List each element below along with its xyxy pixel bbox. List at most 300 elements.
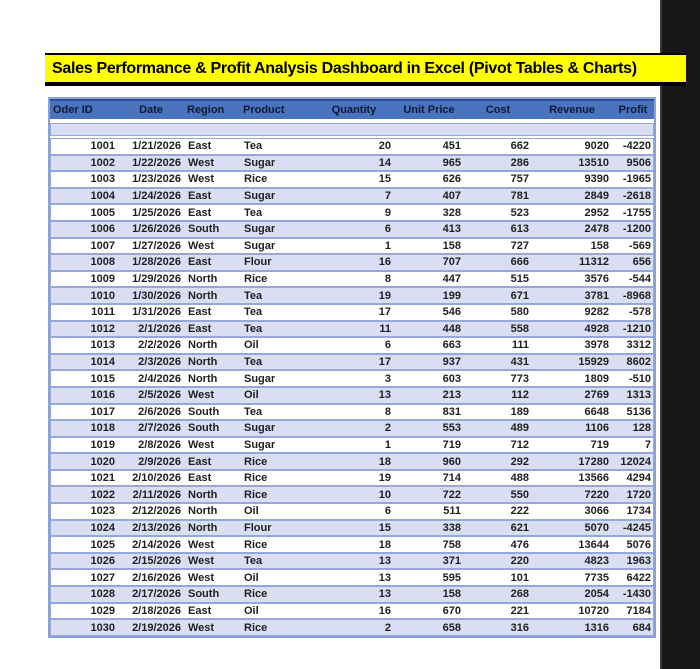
cell-profit[interactable]: 9506 — [626, 156, 651, 169]
cell-quantity[interactable]: 6 — [384, 223, 391, 236]
cell-date[interactable]: 1/21/2026 — [132, 140, 181, 153]
cell-date[interactable]: 1/25/2026 — [132, 206, 181, 219]
cell-revenue[interactable]: 1106 — [585, 422, 609, 435]
cell-cost[interactable]: 431 — [510, 356, 529, 369]
empty-row[interactable] — [50, 123, 654, 136]
cell-date[interactable]: 1/22/2026 — [132, 156, 181, 169]
cell-product[interactable]: Sugar — [244, 190, 276, 203]
cell-revenue[interactable]: 7220 — [584, 488, 609, 501]
cell-region[interactable]: South — [188, 405, 220, 418]
cell-cost[interactable]: 101 — [510, 571, 529, 584]
table-row — [50, 603, 654, 620]
cell-quantity[interactable]: 3 — [384, 372, 391, 385]
cell-oder-id[interactable]: 1007 — [90, 239, 115, 252]
cell-region[interactable]: East — [188, 472, 212, 485]
cell-unit-price[interactable]: 663 — [442, 339, 461, 352]
cell-cost[interactable]: 773 — [510, 372, 529, 385]
cell-profit[interactable]: -510 — [628, 372, 651, 385]
cell-oder-id[interactable]: 1014 — [90, 356, 115, 369]
cell-quantity[interactable]: 20 — [378, 140, 391, 153]
cell-profit[interactable]: 1963 — [626, 555, 651, 568]
cell-cost[interactable]: 220 — [510, 555, 529, 568]
cell-profit[interactable]: -569 — [628, 239, 651, 252]
cell-region[interactable]: West — [188, 538, 215, 551]
cell-quantity[interactable]: 13 — [378, 555, 391, 568]
cell-revenue[interactable]: 17280 — [578, 455, 609, 468]
cell-product[interactable]: Sugar — [244, 372, 276, 385]
cell-revenue[interactable]: 3576 — [584, 273, 609, 286]
cell-region[interactable]: North — [188, 289, 218, 302]
cell-revenue[interactable]: 158 — [590, 239, 609, 252]
cell-cost[interactable]: 222 — [510, 505, 529, 518]
cell-oder-id[interactable]: 1019 — [90, 438, 115, 451]
cell-profit[interactable]: -1210 — [622, 322, 651, 335]
cell-unit-price[interactable]: 158 — [442, 239, 461, 252]
cell-product[interactable]: Rice — [244, 588, 268, 601]
cell-product[interactable]: Oil — [244, 604, 259, 617]
page-title — [45, 53, 686, 86]
column-header-revenue[interactable]: Revenue — [549, 104, 595, 116]
cell-profit[interactable]: 5076 — [626, 538, 651, 551]
cell-date[interactable]: 2/16/2026 — [132, 571, 181, 584]
cell-cost[interactable]: 781 — [510, 190, 529, 203]
cell-region[interactable]: West — [188, 239, 215, 252]
cell-oder-id[interactable]: 1002 — [90, 156, 115, 169]
cell-revenue[interactable]: 2478 — [584, 223, 609, 236]
cell-quantity[interactable]: 13 — [378, 571, 391, 584]
cell-product[interactable]: Tea — [244, 555, 263, 568]
cell-quantity[interactable]: 18 — [378, 455, 391, 468]
cell-revenue[interactable]: 2769 — [584, 389, 609, 402]
cell-revenue[interactable]: 1809 — [584, 372, 609, 385]
cell-oder-id[interactable]: 1027 — [90, 571, 115, 584]
cell-unit-price[interactable]: 960 — [442, 455, 461, 468]
cell-profit[interactable]: 656 — [632, 256, 651, 269]
cell-unit-price[interactable]: 722 — [442, 488, 461, 501]
cell-unit-price[interactable]: 719 — [442, 438, 461, 451]
cell-oder-id[interactable]: 1009 — [90, 273, 115, 286]
cell-unit-price[interactable]: 213 — [442, 389, 461, 402]
cell-region[interactable]: North — [188, 488, 218, 501]
cell-cost[interactable]: 558 — [510, 322, 529, 335]
table-row — [50, 503, 654, 520]
cell-revenue[interactable]: 1316 — [584, 621, 609, 634]
cell-product[interactable]: Oil — [244, 389, 259, 402]
cell-revenue[interactable]: 2054 — [584, 588, 609, 601]
cell-date[interactable]: 2/13/2026 — [132, 521, 181, 534]
cell-date[interactable]: 1/24/2026 — [132, 190, 181, 203]
cell-date[interactable]: 2/17/2026 — [132, 588, 181, 601]
cell-profit[interactable]: 7 — [644, 438, 651, 451]
cell-unit-price[interactable]: 447 — [442, 273, 461, 286]
cell-revenue[interactable]: 3781 — [584, 289, 609, 302]
table-row — [50, 486, 654, 503]
cell-unit-price[interactable]: 658 — [442, 621, 461, 634]
cell-revenue[interactable]: 11312 — [579, 256, 609, 269]
cell-date[interactable]: 2/12/2026 — [132, 505, 181, 518]
cell-region[interactable]: East — [188, 306, 212, 319]
cell-quantity[interactable]: 8 — [384, 273, 391, 286]
cell-cost[interactable]: 580 — [510, 306, 529, 319]
cell-quantity[interactable]: 15 — [378, 173, 391, 186]
cell-oder-id[interactable]: 1029 — [90, 604, 115, 617]
cell-quantity[interactable]: 2 — [384, 621, 391, 634]
cell-region[interactable]: West — [188, 173, 215, 186]
cell-product[interactable]: Sugar — [244, 422, 276, 435]
cell-region[interactable]: North — [188, 521, 218, 534]
column-header-date[interactable]: Date — [139, 104, 163, 116]
cell-region[interactable]: North — [188, 273, 218, 286]
cell-profit[interactable]: 684 — [632, 621, 651, 634]
cell-revenue[interactable]: 3978 — [584, 339, 609, 352]
cell-region[interactable]: East — [188, 190, 212, 203]
table-row — [50, 536, 654, 553]
cell-unit-price[interactable]: 451 — [442, 140, 461, 153]
cell-oder-id[interactable]: 1012 — [90, 322, 115, 335]
cell-cost[interactable]: 662 — [510, 140, 529, 153]
cell-oder-id[interactable]: 1023 — [90, 505, 115, 518]
cell-quantity[interactable]: 15 — [378, 521, 391, 534]
cell-cost[interactable]: 671 — [510, 289, 529, 302]
cell-revenue[interactable]: 10720 — [578, 604, 609, 617]
cell-oder-id[interactable]: 1003 — [90, 173, 115, 186]
cell-revenue[interactable]: 13510 — [578, 156, 609, 169]
cell-unit-price[interactable]: 603 — [442, 372, 461, 385]
cell-date[interactable]: 1/28/2026 — [132, 256, 181, 269]
column-header-cost[interactable]: Cost — [485, 104, 511, 116]
cell-product[interactable]: Rice — [244, 273, 268, 286]
cell-cost[interactable]: 550 — [510, 488, 529, 501]
cell-revenue[interactable]: 2849 — [584, 190, 609, 203]
cell-date[interactable]: 2/8/2026 — [138, 438, 181, 451]
cell-date[interactable]: 2/11/2026 — [132, 488, 181, 501]
cell-region[interactable]: North — [188, 356, 218, 369]
cell-revenue[interactable]: 15929 — [578, 356, 609, 369]
cell-oder-id[interactable]: 1020 — [90, 455, 115, 468]
cell-revenue[interactable]: 2952 — [584, 206, 609, 219]
cell-unit-price[interactable]: 937 — [442, 356, 461, 369]
cell-profit[interactable]: -1430 — [622, 588, 651, 601]
cell-unit-price[interactable]: 546 — [442, 306, 461, 319]
cell-unit-price[interactable]: 965 — [442, 156, 461, 169]
cell-quantity[interactable]: 19 — [378, 289, 391, 302]
table-row — [50, 304, 654, 321]
cell-profit[interactable]: -1965 — [622, 173, 651, 186]
cell-date[interactable]: 2/5/2026 — [138, 389, 181, 402]
cell-profit[interactable]: 1734 — [626, 505, 651, 518]
cell-quantity[interactable]: 13 — [378, 389, 391, 402]
cell-product[interactable]: Tea — [244, 306, 263, 319]
cell-region[interactable]: East — [188, 206, 212, 219]
cell-unit-price[interactable]: 338 — [442, 521, 461, 534]
cell-unit-price[interactable]: 758 — [442, 538, 461, 551]
cell-date[interactable]: 2/4/2026 — [138, 372, 181, 385]
cell-quantity[interactable]: 17 — [378, 306, 391, 319]
cell-cost[interactable]: 727 — [510, 239, 529, 252]
cell-region[interactable]: West — [188, 555, 215, 568]
cell-cost[interactable]: 757 — [510, 173, 529, 186]
cell-oder-id[interactable]: 1015 — [90, 372, 115, 385]
cell-product[interactable]: Tea — [244, 322, 263, 335]
cell-revenue[interactable]: 13644 — [578, 538, 609, 551]
cell-oder-id[interactable]: 1021 — [90, 472, 115, 485]
cell-region[interactable]: East — [188, 140, 212, 153]
cell-cost[interactable]: 111 — [511, 339, 529, 352]
cell-revenue[interactable]: 9390 — [584, 173, 609, 186]
cell-quantity[interactable]: 13 — [378, 588, 391, 601]
cell-unit-price[interactable]: 407 — [442, 190, 461, 203]
cell-date[interactable]: 2/19/2026 — [132, 621, 181, 634]
cell-unit-price[interactable]: 199 — [442, 289, 461, 302]
cell-cost[interactable]: 221 — [510, 604, 529, 617]
cell-quantity[interactable]: 17 — [378, 356, 391, 369]
cell-cost[interactable]: 515 — [510, 273, 529, 286]
table-row — [50, 271, 654, 288]
cell-date[interactable]: 2/10/2026 — [132, 472, 181, 485]
cell-cost[interactable]: 476 — [510, 538, 529, 551]
cell-region[interactable]: West — [188, 389, 215, 402]
cell-product[interactable]: Oil — [244, 571, 259, 584]
cell-unit-price[interactable]: 626 — [442, 173, 461, 186]
cell-date[interactable]: 2/6/2026 — [138, 405, 181, 418]
cell-date[interactable]: 2/3/2026 — [138, 356, 181, 369]
cell-oder-id[interactable]: 1018 — [90, 422, 115, 435]
cell-date[interactable]: 2/2/2026 — [138, 339, 181, 352]
cell-product[interactable]: Sugar — [244, 239, 276, 252]
table-row — [50, 437, 654, 454]
cell-profit[interactable]: 4294 — [626, 472, 651, 485]
cell-date[interactable]: 2/7/2026 — [138, 422, 181, 435]
column-header-oder-id[interactable]: Oder ID — [53, 104, 93, 116]
cell-product[interactable]: Sugar — [244, 438, 276, 451]
cell-profit[interactable]: 7184 — [626, 604, 651, 617]
cell-date[interactable]: 2/1/2026 — [138, 322, 181, 335]
cell-oder-id[interactable]: 1017 — [90, 405, 115, 418]
cell-product[interactable]: Tea — [244, 356, 263, 369]
table-row — [50, 569, 654, 586]
cell-region[interactable]: West — [188, 156, 215, 169]
window-right-letterbox — [660, 0, 700, 669]
cell-date[interactable]: 2/18/2026 — [132, 604, 181, 617]
cell-product[interactable]: Oil — [244, 339, 259, 352]
cell-date[interactable]: 1/23/2026 — [132, 173, 181, 186]
cell-oder-id[interactable]: 1016 — [90, 389, 115, 402]
cell-cost[interactable]: 286 — [510, 156, 529, 169]
cell-oder-id[interactable]: 1024 — [90, 521, 115, 534]
cell-quantity[interactable]: 1 — [384, 239, 391, 252]
cell-region[interactable]: West — [188, 438, 215, 451]
cell-product[interactable]: Flour — [244, 521, 272, 534]
cell-product[interactable]: Rice — [244, 621, 268, 634]
cell-unit-price[interactable]: 413 — [442, 223, 461, 236]
cell-region[interactable]: East — [188, 322, 212, 335]
cell-profit[interactable]: -8968 — [622, 289, 651, 302]
cell-region[interactable]: North — [188, 505, 218, 518]
cell-oder-id[interactable]: 1022 — [90, 488, 115, 501]
cell-product[interactable]: Rice — [244, 455, 268, 468]
cell-cost[interactable]: 112 — [511, 389, 529, 402]
cell-cost[interactable]: 621 — [510, 521, 529, 534]
cell-oder-id[interactable]: 1005 — [90, 206, 115, 219]
column-header-region[interactable]: Region — [187, 104, 225, 116]
cell-oder-id[interactable]: 1006 — [90, 223, 115, 236]
cell-profit[interactable]: -1200 — [622, 223, 651, 236]
cell-quantity[interactable]: 2 — [384, 422, 391, 435]
cell-region[interactable]: South — [188, 588, 220, 601]
cell-profit[interactable]: 12024 — [620, 455, 651, 468]
cell-unit-price[interactable]: 595 — [442, 571, 461, 584]
cell-cost[interactable]: 489 — [510, 422, 529, 435]
table-row — [50, 204, 654, 221]
cell-cost[interactable]: 613 — [510, 223, 529, 236]
cell-unit-price[interactable]: 670 — [442, 604, 461, 617]
cell-unit-price[interactable]: 371 — [442, 555, 461, 568]
cell-region[interactable]: East — [188, 604, 212, 617]
cell-revenue[interactable]: 9020 — [584, 140, 609, 153]
table-row — [50, 321, 654, 338]
cell-product[interactable]: Rice — [244, 488, 268, 501]
cell-quantity[interactable]: 8 — [384, 405, 391, 418]
table-row — [50, 553, 654, 570]
cell-oder-id[interactable]: 1028 — [90, 588, 115, 601]
column-header-unit-price[interactable]: Unit Price — [403, 104, 455, 116]
cell-oder-id[interactable]: 1025 — [90, 538, 115, 551]
cell-cost[interactable]: 666 — [510, 256, 529, 269]
cell-date[interactable]: 1/26/2026 — [132, 223, 181, 236]
cell-profit[interactable]: -4220 — [622, 140, 651, 153]
cell-oder-id[interactable]: 1008 — [90, 256, 115, 269]
cell-revenue[interactable]: 3066 — [584, 505, 609, 518]
cell-revenue[interactable]: 719 — [590, 438, 609, 451]
cell-cost[interactable]: 488 — [510, 472, 529, 485]
cell-region[interactable]: South — [188, 223, 220, 236]
cell-region[interactable]: North — [188, 339, 218, 352]
table-row — [50, 387, 654, 404]
cell-unit-price[interactable]: 831 — [442, 405, 461, 418]
cell-quantity[interactable]: 16 — [378, 604, 391, 617]
cell-profit[interactable]: 1720 — [626, 488, 651, 501]
cell-quantity[interactable]: 11 — [379, 322, 391, 335]
cell-profit[interactable]: -4245 — [622, 521, 651, 534]
cell-profit[interactable]: -1755 — [622, 206, 651, 219]
cell-profit[interactable]: 3312 — [626, 339, 651, 352]
cell-date[interactable]: 1/29/2026 — [132, 273, 181, 286]
cell-unit-price[interactable]: 714 — [442, 472, 461, 485]
cell-product[interactable]: Tea — [244, 405, 263, 418]
cell-oder-id[interactable]: 1030 — [90, 621, 115, 634]
cell-oder-id[interactable]: 1026 — [90, 555, 115, 568]
cell-profit[interactable]: 6422 — [626, 571, 651, 584]
cell-profit[interactable]: -578 — [628, 306, 651, 319]
cell-date[interactable]: 2/9/2026 — [138, 455, 181, 468]
sales-data-table — [48, 97, 656, 638]
cell-revenue[interactable]: 13566 — [578, 472, 609, 485]
cell-cost[interactable]: 316 — [510, 621, 529, 634]
cell-region[interactable]: West — [188, 571, 215, 584]
cell-quantity[interactable]: 1 — [384, 438, 391, 451]
cell-profit[interactable]: 8602 — [626, 356, 651, 369]
cell-date[interactable]: 1/30/2026 — [132, 289, 181, 302]
cell-quantity[interactable]: 18 — [378, 538, 391, 551]
cell-unit-price[interactable]: 553 — [442, 422, 461, 435]
cell-revenue[interactable]: 4928 — [584, 322, 609, 335]
cell-revenue[interactable]: 4823 — [584, 555, 609, 568]
cell-cost[interactable]: 712 — [510, 438, 529, 451]
cell-quantity[interactable]: 14 — [378, 156, 391, 169]
cell-product[interactable]: Sugar — [244, 156, 276, 169]
cell-quantity[interactable]: 6 — [384, 339, 391, 352]
cell-quantity[interactable]: 16 — [378, 256, 391, 269]
cell-profit[interactable]: -544 — [628, 273, 651, 286]
cell-product[interactable]: Flour — [244, 256, 272, 269]
cell-revenue[interactable]: 9282 — [584, 306, 609, 319]
cell-product[interactable]: Sugar — [244, 223, 276, 236]
cell-unit-price[interactable]: 511 — [443, 505, 461, 518]
table-header-row — [50, 99, 654, 119]
cell-oder-id[interactable]: 1004 — [90, 190, 115, 203]
cell-profit[interactable]: -2618 — [622, 190, 651, 203]
cell-region[interactable]: South — [188, 422, 220, 435]
cell-product[interactable]: Oil — [244, 505, 259, 518]
cell-cost[interactable]: 189 — [510, 405, 529, 418]
column-header-product[interactable]: Product — [243, 104, 285, 116]
cell-region[interactable]: East — [188, 256, 212, 269]
cell-revenue[interactable]: 5070 — [584, 521, 609, 534]
cell-profit[interactable]: 128 — [632, 422, 651, 435]
cell-profit[interactable]: 5136 — [626, 405, 651, 418]
cell-date[interactable]: 1/27/2026 — [132, 239, 181, 252]
cell-profit[interactable]: 1313 — [626, 389, 651, 402]
cell-product[interactable]: Rice — [244, 173, 268, 186]
cell-unit-price[interactable]: 448 — [442, 322, 461, 335]
cell-quantity[interactable]: 6 — [384, 505, 391, 518]
cell-product[interactable]: Tea — [244, 206, 263, 219]
cell-revenue[interactable]: 6648 — [584, 405, 609, 418]
cell-region[interactable]: East — [188, 455, 212, 468]
cell-product[interactable]: Rice — [244, 472, 268, 485]
cell-cost[interactable]: 523 — [510, 206, 529, 219]
cell-region[interactable]: North — [188, 372, 218, 385]
column-header-quantity[interactable]: Quantity — [331, 104, 377, 116]
cell-cost[interactable]: 268 — [510, 588, 529, 601]
cell-region[interactable]: West — [188, 621, 215, 634]
cell-oder-id[interactable]: 1011 — [91, 306, 115, 319]
cell-date[interactable]: 2/14/2026 — [132, 538, 181, 551]
cell-oder-id[interactable]: 1013 — [90, 339, 115, 352]
cell-product[interactable]: Tea — [244, 140, 263, 153]
cell-quantity[interactable]: 19 — [378, 472, 391, 485]
column-header-profit[interactable]: Profit — [618, 104, 648, 116]
table-row — [50, 520, 654, 537]
cell-quantity[interactable]: 10 — [378, 488, 391, 501]
cell-date[interactable]: 2/15/2026 — [132, 555, 181, 568]
cell-quantity[interactable]: 9 — [384, 206, 391, 219]
cell-product[interactable]: Rice — [244, 538, 268, 551]
table-row — [50, 470, 654, 487]
cell-product[interactable]: Tea — [244, 289, 263, 302]
cell-unit-price[interactable]: 707 — [442, 256, 461, 269]
cell-unit-price[interactable]: 158 — [442, 588, 461, 601]
cell-revenue[interactable]: 7735 — [584, 571, 609, 584]
cell-date[interactable]: 1/31/2026 — [132, 306, 181, 319]
cell-cost[interactable]: 292 — [510, 455, 529, 468]
page-title-text: Sales Performance & Profit Analysis Dashboard in Excel (Pivot Tables & Charts) — [52, 59, 637, 77]
cell-oder-id[interactable]: 1010 — [90, 289, 115, 302]
cell-quantity[interactable]: 7 — [384, 190, 391, 203]
table-row — [50, 586, 654, 603]
cell-unit-price[interactable]: 328 — [442, 206, 461, 219]
cell-oder-id[interactable]: 1001 — [90, 140, 115, 153]
